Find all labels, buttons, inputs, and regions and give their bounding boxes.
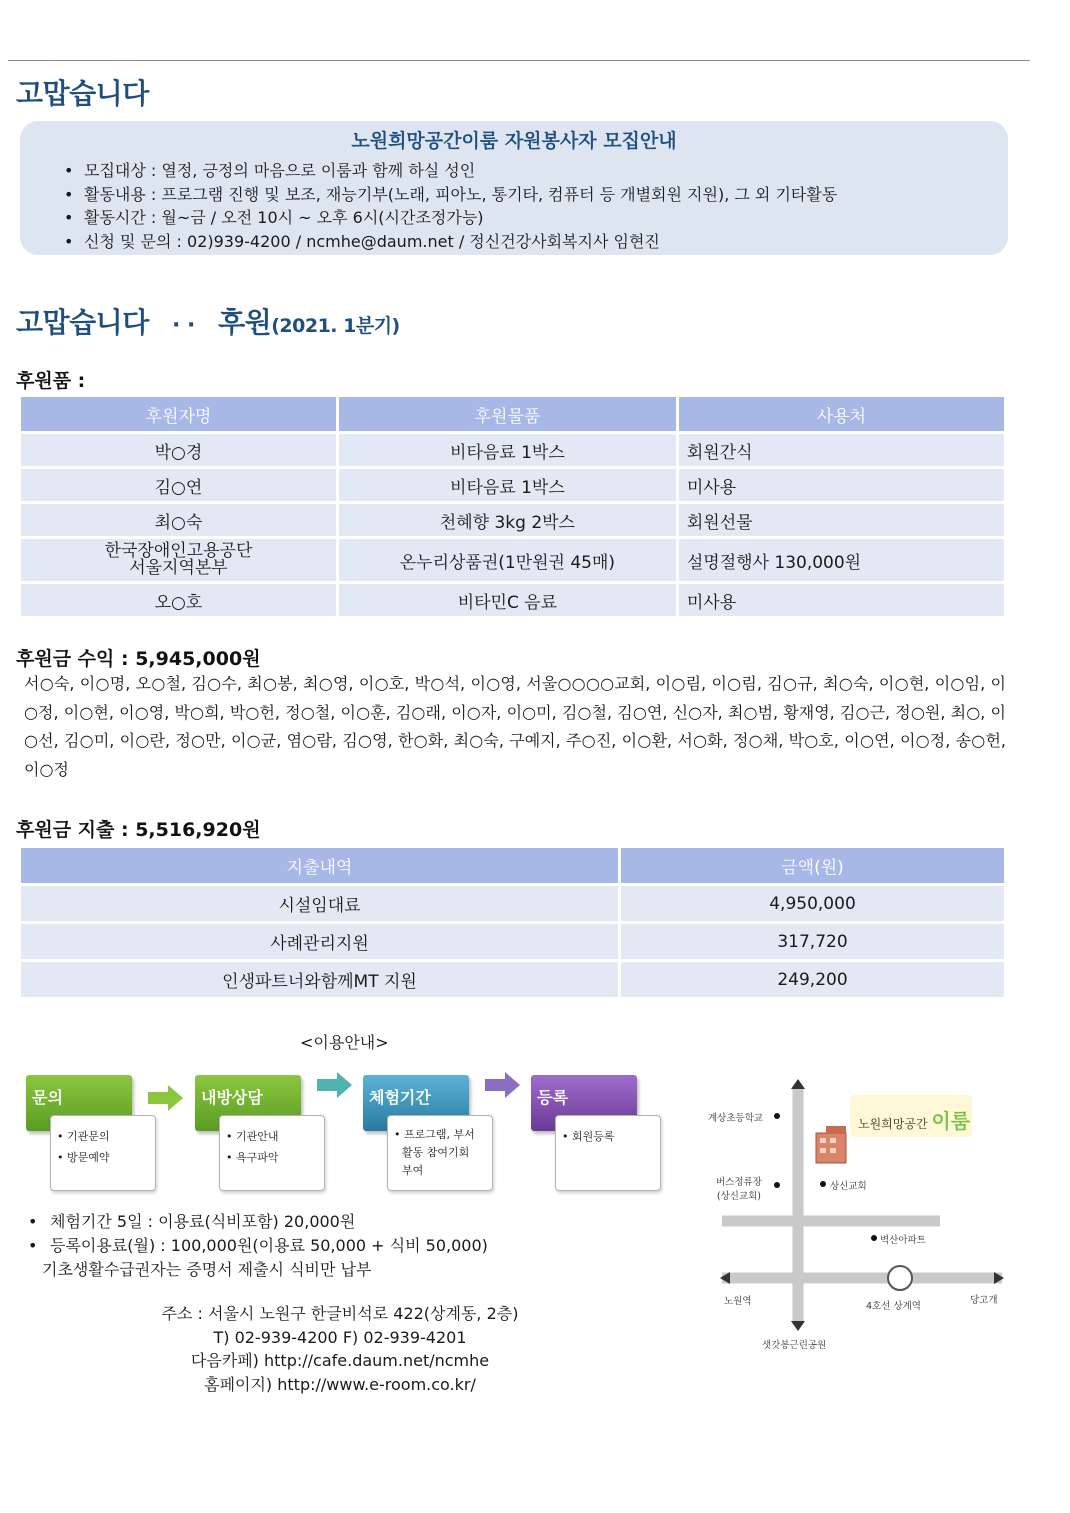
recruit-list bbox=[84, 159, 837, 253]
map-label-bus-line: 버스정류장 bbox=[716, 1177, 762, 1188]
recruit-item: • 모집대상 : 열정, 긍정의 마음으로 이룸과 함께 하실 성인 bbox=[84, 159, 837, 183]
volunteer-recruit-box bbox=[20, 121, 1008, 255]
item-cell: 온누리상품권(1만원권 45매) bbox=[339, 539, 676, 581]
map-brand bbox=[858, 1105, 970, 1134]
step-card bbox=[555, 1115, 661, 1191]
table-row bbox=[21, 504, 1004, 536]
step-item: • 기관안내 bbox=[226, 1130, 279, 1143]
donor-name-cell: 오○호 bbox=[21, 584, 336, 616]
goods-header-cell: 사용처 bbox=[679, 397, 1004, 431]
map-label-apartment: 벽산아파트 bbox=[880, 1235, 926, 1246]
sponsorship-heading bbox=[16, 301, 400, 341]
phone-line: T) 02-939-4200 F) 02-939-4201 bbox=[213, 1327, 467, 1347]
recruit-title: 노원희망공간이룸 자원봉사자 모집안내 bbox=[351, 130, 677, 152]
usage-cell: 미사용 bbox=[679, 469, 1004, 501]
step-item: • 욕구파악 bbox=[226, 1151, 279, 1164]
guide-title: <이용안내> bbox=[300, 1033, 389, 1052]
expense-item-cell: 사례관리지원 bbox=[21, 924, 618, 959]
fee-item: • 등록이용료(월) : 100,000원(이용료 50,000 + 식비 50,000) bbox=[50, 1234, 488, 1258]
donor-name-cell: 한국장애인고용공단 서울지역본부 bbox=[21, 539, 336, 581]
donor-list: 서○숙, 이○명, 오○철, 김○수, 최○봉, 최○영, 이○호, 박○석, 이○영, 서울○○○○교회, 이○림, 이○림, 김○규, 최○숙, 이○현, 이○임, 이○정, 이○현, 이○영, 박○희, 박○헌, 정○철, 이○훈, 김○래, 이○자, 이○미, 김○철, 김○연, 신○자, 최○범, 황재영, 김○근, 정○원, 최○, 이○선, 김○미, 이○란, 정○만, 이○균, 염○람, 김○영, 한○화, 최○숙, 구예지, 주○진, 이○환, 서○화, 정○채, 박○호, 이○연, 이○정, 송○헌, 이○정 bbox=[24, 674, 1006, 779]
usage-cell: 미사용 bbox=[679, 584, 1004, 616]
fee-item: • 체험기간 5일 : 이용료(식비포함) 20,000원 bbox=[50, 1210, 488, 1234]
map-brand-accent: 이룸 bbox=[931, 1109, 971, 1133]
expense-table-header bbox=[21, 848, 1004, 883]
table-row bbox=[21, 469, 1004, 501]
usage-cell: 회원선물 bbox=[679, 504, 1004, 536]
step-item: • 방문예약 bbox=[57, 1151, 110, 1164]
sponsorship-heading-sub: 후원 bbox=[218, 306, 272, 339]
donor-name-cell: 박○경 bbox=[21, 434, 336, 466]
usage-cell: 회원간식 bbox=[679, 434, 1004, 466]
donor-name-cell: 김○연 bbox=[21, 469, 336, 501]
step-item: • 회원등록 bbox=[562, 1130, 615, 1143]
map-label-park: 샛갓봉근린공원 bbox=[762, 1340, 827, 1351]
heading-dots: · · bbox=[172, 313, 195, 338]
address-line: 주소 : 서울시 노원구 한글비석로 422(상계동, 2층) bbox=[161, 1304, 519, 1323]
location-map bbox=[700, 1075, 1020, 1360]
map-label-bus-line: (상신교회) bbox=[716, 1191, 761, 1202]
table-row bbox=[21, 434, 1004, 466]
goods-table-header bbox=[21, 397, 1004, 431]
table-row bbox=[21, 539, 1004, 581]
map-label-nowon-station: 노원역 bbox=[724, 1296, 752, 1307]
map-label-school: 계상초등학교 bbox=[708, 1113, 764, 1124]
step-title: 체험기간 bbox=[363, 1075, 469, 1131]
recruit-item: • 활동내용 : 프로그램 진행 및 보조, 재능기부(노래, 피아노, 통기타, 컴퓨터 등 개별회원 지원), 그 외 기타활동 bbox=[84, 183, 837, 207]
homepage-link[interactable]: 홈페이지) http://www.e-room.co.kr/ bbox=[204, 1374, 476, 1394]
map-label-sanggye-station: 4호선 상계역 bbox=[866, 1301, 921, 1312]
fee-list bbox=[50, 1210, 488, 1257]
step-title: 등록 bbox=[531, 1075, 637, 1131]
expense-header-cell: 지출내역 bbox=[21, 848, 618, 883]
expense-item-cell: 인생파트너와함께MT 지원 bbox=[21, 962, 618, 997]
expense-item-cell: 시설임대료 bbox=[21, 886, 618, 921]
expense-amount-cell: 249,200 bbox=[621, 962, 1004, 997]
item-cell: 비타음료 1박스 bbox=[339, 434, 676, 466]
fee-note: 기초생활수급권자는 증명서 제출시 식비만 납부 bbox=[42, 1260, 372, 1279]
step-title: 문의 bbox=[26, 1075, 132, 1131]
expense-amount-cell: 317,720 bbox=[621, 924, 1004, 959]
item-cell: 비타음료 1박스 bbox=[339, 469, 676, 501]
goods-header-cell: 후원물품 bbox=[339, 397, 676, 431]
step-title: 내방상담 bbox=[195, 1075, 301, 1131]
map-label-bus-stop bbox=[716, 1174, 762, 1202]
usage-cell: 설명절행사 130,000원 bbox=[679, 539, 1004, 581]
expense-amount-cell: 4,950,000 bbox=[621, 886, 1004, 921]
step-item: • 프로그램, 부서 bbox=[394, 1128, 475, 1141]
item-cell: 천혜향 3kg 2박스 bbox=[339, 504, 676, 536]
cafe-link[interactable]: 다음카페) http://cafe.daum.net/ncmhe bbox=[190, 1351, 490, 1370]
sponsorship-heading-main: 고맙습니다 bbox=[16, 306, 149, 339]
goods-table bbox=[18, 394, 1007, 619]
step-item: • 기관문의 bbox=[57, 1130, 110, 1143]
income-label: 후원금 수익 : 5,945,000원 bbox=[16, 648, 261, 670]
item-cell: 비타민C 음료 bbox=[339, 584, 676, 616]
map-label-church: 상신교회 bbox=[830, 1181, 867, 1192]
step-card bbox=[387, 1115, 493, 1191]
table-row bbox=[21, 886, 1004, 921]
table-row bbox=[21, 962, 1004, 997]
expense-table bbox=[18, 845, 1007, 1000]
building-icon bbox=[816, 1126, 846, 1163]
contact-info bbox=[100, 1302, 580, 1396]
goods-header-cell: 후원자명 bbox=[21, 397, 336, 431]
table-row bbox=[21, 924, 1004, 959]
map-label-danggogae: 당고개 bbox=[970, 1295, 998, 1306]
step-item: 활동 참여기회 bbox=[402, 1146, 470, 1159]
recruit-item: • 신청 및 문의 : 02)939-4200 / ncmhe@daum.net / 정신건강사회복지사 임현진 bbox=[84, 230, 837, 254]
donor-name-cell: 최○숙 bbox=[21, 504, 336, 536]
step-item: 부여 bbox=[402, 1164, 424, 1177]
step-card bbox=[219, 1115, 325, 1191]
step-card bbox=[50, 1115, 156, 1191]
recruit-item: • 활동시간 : 월~금 / 오전 10시 ~ 오후 6시(시간조정가능) bbox=[84, 206, 837, 230]
expense-header-cell: 금액(원) bbox=[621, 848, 1004, 883]
top-divider bbox=[8, 60, 1030, 61]
table-row bbox=[21, 584, 1004, 616]
page-title: 고맙습니다 bbox=[16, 77, 149, 110]
expense-label: 후원금 지출 : 5,516,920원 bbox=[16, 819, 261, 841]
sponsorship-period: (2021. 1분기) bbox=[271, 315, 400, 337]
goods-label: 후원품 : bbox=[16, 370, 86, 392]
map-brand-name: 노원희망공간 bbox=[858, 1117, 928, 1131]
